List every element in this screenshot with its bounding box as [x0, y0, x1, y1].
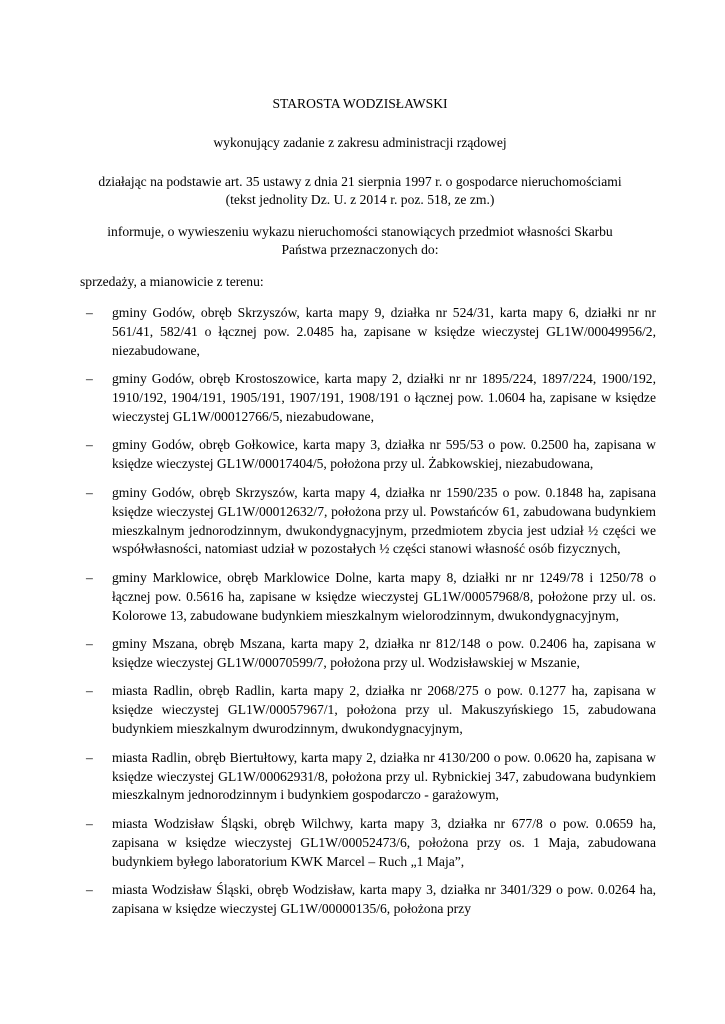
information-line1: informuje, o wywieszeniu wykazu nieruchomości stanowiących przedmiot własności Skarbu [107, 224, 613, 239]
document-title: STAROSTA WODZISŁAWSKI [272, 96, 448, 111]
list-item-text: miasta Radlin, obręb Radlin, karta mapy 2, działka nr 2068/275 o pow. 0.1277 ha, zapisana w księdze wieczystej GL1W/00057967/1, położona przy ul. Makuszyńskiego 15, zabudowana budynkiem mieszkalnym dwurodzinnym, dwukondygnacyjnym, [112, 683, 656, 737]
bullet-dash: – [86, 437, 93, 453]
list-item-text: miasta Radlin, obręb Biertułtowy, karta mapy 2, działka nr 4130/200 o pow. 0.0620 ha, zapisana w księdze wieczystej GL1W/00062931/8, położona przy ul. Rybnickiej 347, zabudowana budynkiem mieszkalnym jednorodzinnym i budynkiem gospodarczo - garażowym, [112, 749, 656, 803]
list-item-text: gminy Godów, obręb Krostoszowice, karta mapy 2, działki nr nr 1895/224, 1897/224, 1900/192, 1910/192, 1904/191, 1905/191, 1907/191, 1908/191 o łącznej pow. 1.0604 ha, zapisane w księdze wieczystej GL1W/00012766/5, niezabudowane, [112, 371, 656, 425]
list-item [80, 682, 656, 739]
bullet-dash: – [86, 569, 93, 585]
list-item [80, 569, 656, 626]
list-item-text: gminy Godów, obręb Skrzyszów, karta mapy 4, działka nr 1590/235 o pow. 0.1848 ha, zapisana księdze wieczystej GL1W/00012632/7, położona przy ul. Powstańców 61, zabudowana budynkiem mieszkalnym jednorodzinnym, dwukondygnacyjnym, przedmiotem zbycia jest udział ½ części we współwłasności, natomiast udział w pozostałych ½ części stanowi własność osób fizycznych, [112, 484, 656, 557]
bullet-dash: – [86, 305, 93, 320]
bullet-dash: – [86, 815, 93, 831]
legal-basis-line2: (tekst jednolity Dz. U. z 2014 r. poz. 518, ze zm.) [225, 192, 495, 207]
list-item-text: gminy Godów, obręb Skrzyszów, karta mapy 9, działka nr 524/31, karta mapy 6, działki nr nr 561/41, 582/41 o łącznej pow. 2.0485 ha, zapisane w księdze wieczystej GL1W/00049956/2, niezabudowane, [112, 305, 656, 358]
list-item [80, 635, 656, 673]
list-item [80, 484, 656, 560]
bullet-dash: – [86, 636, 93, 652]
property-list [80, 304, 656, 928]
list-item [80, 304, 656, 361]
list-item-text: gminy Godów, obręb Gołkowice, karta mapy 3, działka nr 595/53 o pow. 0.2500 ha, zapisana w księdze wieczystej GL1W/00017404/5, położona przy ul. Żabkowskiej, niezabudowana, [112, 437, 656, 472]
list-item [80, 881, 656, 919]
list-item [80, 370, 656, 427]
sale-intro: sprzedaży, a mianowicie z terenu: [80, 274, 264, 289]
bullet-dash: – [86, 683, 93, 699]
list-item-text: miasta Wodzisław Śląski, obręb Wilchwy, karta mapy 3, działka nr 677/8 o pow. 0.0659 ha, zapisana w księdze wieczystej GL1W/00052473/6, położona przy os. 1 Maja, zabudowana budynkiem byłego laboratorium KWK Marcel – Ruch „1 Maja”, [112, 815, 656, 869]
list-item [80, 815, 656, 872]
bullet-dash: – [86, 749, 93, 765]
legal-basis-line1: działając na podstawie art. 35 ustawy z dnia 21 sierpnia 1997 r. o gospodarce nieruchomościami [98, 174, 622, 189]
document-subtitle: wykonujący zadanie z zakresu administracji rządowej [213, 135, 507, 150]
information-line2: Państwa przeznaczonych do: [281, 242, 439, 257]
bullet-dash: – [86, 484, 93, 500]
bullet-dash: – [86, 371, 93, 387]
list-item [80, 749, 656, 806]
list-item-text: gminy Mszana, obręb Mszana, karta mapy 2, działka nr 812/148 o pow. 0.2406 ha, zapisana w księdze wieczystej GL1W/00070599/7, położona przy ul. Wodzisławskiej w Mszanie, [112, 636, 656, 670]
list-item-text: miasta Wodzisław Śląski, obręb Wodzisław, karta mapy 3, działka nr 3401/329 o pow. 0.0264 ha, zapisana w księdze wieczystej GL1W/00000135/6, położona przy [112, 882, 656, 916]
information-statement [80, 223, 640, 259]
list-item [80, 436, 656, 474]
bullet-dash: – [86, 882, 93, 898]
list-item-text: gminy Marklowice, obręb Marklowice Dolne, karta mapy 8, działki nr nr 1249/78 i 1250/78 o łącznej pow. 0.5616 ha, zapisane w księdze wieczystej GL1W/00057968/8, położone przy ul. os. Kolorowe 13, zabudowane budynkiem mieszkalnym wielorodzinnym, dwukondygnacyjnym, [112, 569, 656, 623]
legal-basis [80, 173, 640, 209]
